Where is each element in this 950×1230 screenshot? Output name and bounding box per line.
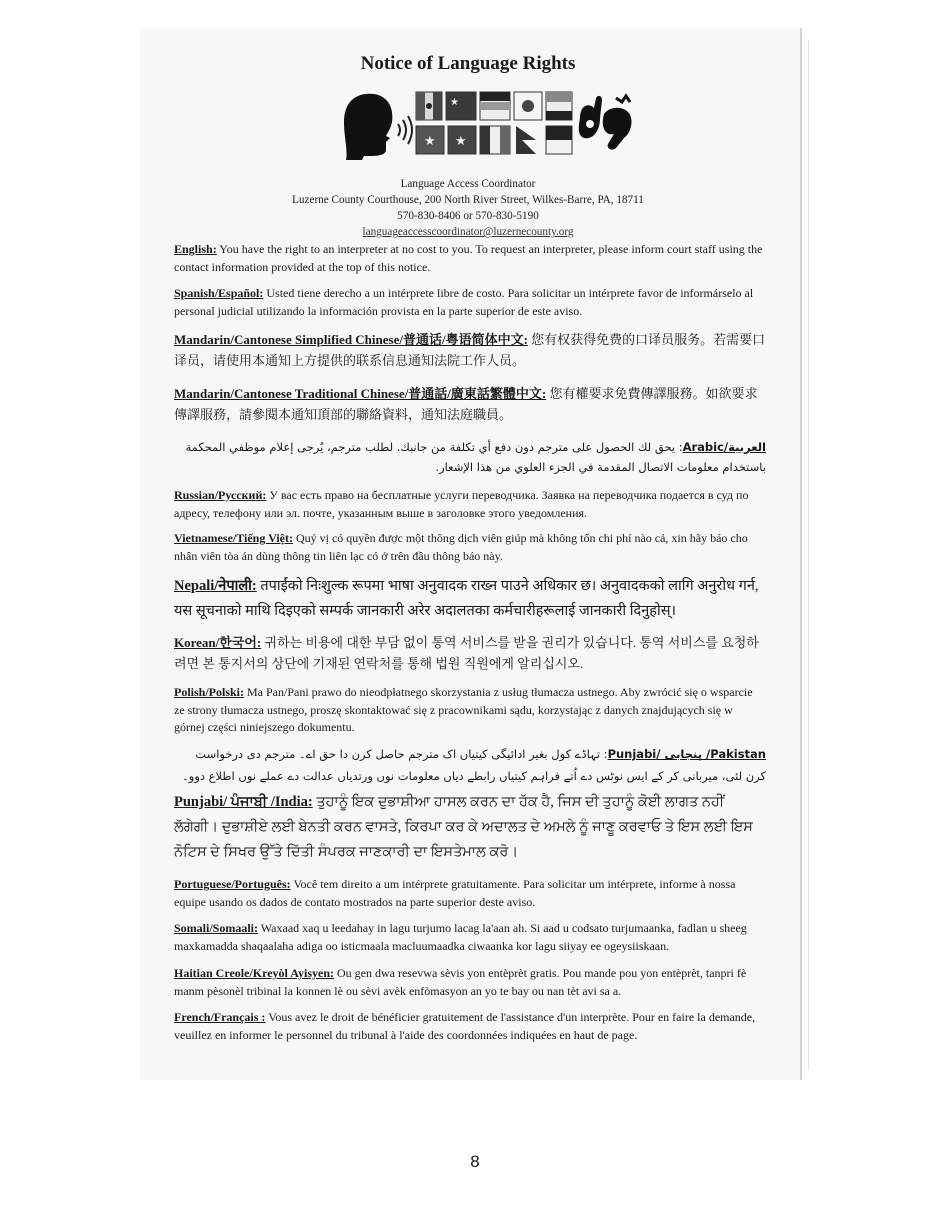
notice-text: Waxaad xaq u leedahay in lagu turjumo lacag la'aan ah. Si aad u codsato turjumaanka, fadlan u sheeg maxkamadda shaqaalaha adiga oo isticmaala macluumaadka ciwaanka kor lagu siiyay ee ogeysiiskaan. bbox=[174, 921, 747, 953]
notice-text: Ou gen dwa resevwa sèvis yon entèprèt gratis. Pou mande pou yon entèprèt, tanpri fè manm pèsonèl tribinal la konnen lè ou sèvi avèk enfòmasyon an yo te bay ou nan tèt avi sa a. bbox=[174, 966, 747, 998]
svg-text:★: ★ bbox=[424, 133, 436, 148]
language-label: Polish/Polski: bbox=[174, 685, 245, 699]
contact-email-link[interactable]: languageaccesscoordinator@luzernecounty.org bbox=[362, 226, 574, 238]
notice-portuguese bbox=[174, 876, 766, 911]
notice-polish bbox=[174, 684, 766, 737]
notice-english bbox=[174, 241, 766, 276]
language-label: Portuguese/Português: bbox=[174, 877, 291, 891]
language-label: Russian/Русский: bbox=[174, 488, 267, 502]
language-label: Mandarin/Cantonese Simplified Chinese/普通话/粤语简体中文: bbox=[174, 332, 528, 347]
notice-spanish bbox=[174, 285, 766, 320]
notice-text: तपाईंको निःशुल्क रूपमा भाषा अनुवादक राख्न पाउने अधिकार छ। अनुवादकको लागि अनुरोध गर्न, यस सूचनाको माथि दिइएको सम्पर्क जानकारी अरेर अदालतका कर्मचारीहरूलाई जानकारी दिनुहोस्। bbox=[174, 578, 759, 619]
language-label: Haitian Creole/Kreyòl Ayisyen: bbox=[174, 966, 334, 980]
contact-phones: 570-830-8406 or 570-830-5190 bbox=[397, 210, 539, 222]
notice-text: Usted tiene derecho a un intérprete libre de costo. Para solicitar un intérprete favor de informárselo al personal judicial utilizando la información provista en la parte superior de este aviso. bbox=[174, 286, 754, 318]
notice-text: Ma Pan/Pani prawo do nieodpłatnego skorzystania z usług tłumacza ustnego. Aby zwrócić się o wsparcie ze strony tłumacza ustnego, proszę skontaktować się z pracownikami sądu, korzystając z danych znajdujących się w górnej części niniejszego dokumentu. bbox=[174, 685, 753, 734]
notice-text: Você tem direito a um intérprete gratuitamente. Para solicitar um intérprete, informe à nossa equipe usando os dados de contato mostrados na parte superior deste aviso. bbox=[174, 877, 736, 909]
notice-text: : يحق لك الحصول على مترجم دون دفع أي تكلفة من جانبك. لطلب مترجم، يُرجى إعلام موظفي المحكمة باستخدام معلومات الاتصال المقدمة في الجزء العلوي من هذا الإشعار. bbox=[185, 440, 766, 474]
page-number: 8 bbox=[470, 1152, 480, 1171]
notice-arabic bbox=[174, 437, 766, 477]
language-label: Spanish/Español: bbox=[174, 286, 264, 300]
page-edge-shadow bbox=[800, 28, 802, 1080]
language-label: العربية/Arabic bbox=[682, 440, 766, 454]
notice-punjabi-india bbox=[174, 790, 766, 865]
flags-grid-icon bbox=[416, 92, 572, 154]
language-label: Vietnamese/Tiếng Việt: bbox=[174, 531, 293, 545]
notice-text: Vous avez le droit de bénéficier gratuitement de l'assistance d'un interprète. Pour en faire la demande, veuillez en informer le personnel du tribunal à l'aide des coordonnées indiquées en haut de page. bbox=[174, 1010, 756, 1042]
notice-text: У вас есть право на бесплатные услуги переводчика. Заявка на переводчика подается в суд по адресу, телефону или эл. почте, указанным выше в заголовке этого уведомления. bbox=[174, 488, 749, 520]
svg-text:★: ★ bbox=[455, 133, 467, 148]
language-label: Korean/한국어: bbox=[174, 635, 262, 650]
notice-chinese-traditional bbox=[174, 383, 766, 425]
notice-russian bbox=[174, 487, 766, 522]
notice-nepali bbox=[174, 574, 766, 624]
language-label: Somali/Somaali: bbox=[174, 921, 259, 935]
speaking-head-icon bbox=[344, 94, 392, 160]
language-label: Nepali/नेपाली: bbox=[174, 578, 257, 594]
language-label: English: bbox=[174, 242, 217, 256]
sign-language-hands-icon bbox=[579, 96, 632, 150]
notice-french bbox=[174, 1009, 766, 1044]
notice-vietnamese bbox=[174, 530, 766, 565]
language-label: Pakistan/ پنجابی /Punjabi bbox=[607, 747, 766, 761]
contact-block bbox=[170, 176, 766, 240]
notice-text: ਤੁਹਾਨੂੰ ਇਕ ਦੁਭਾਸ਼ੀਆ ਹਾਸਲ ਕਰਨ ਦਾ ਹੱਕ ਹੈ, ਜਿਸ ਦੀ ਤੁਹਾਨੂੰ ਕੋਈ ਲਾਗਤ ਨਹੀਂ ਲੱਗੇਗੀ। ਦੁਭਾਸ਼ੀਏ ਲਈ ਬੇਨਤੀ ਕਰਨ ਵਾਸਤੇ, ਕਿਰਪਾ ਕਰ ਕੇ ਅਦਾਲਤ ਦੇ ਅਮਲੇ ਨੂੰ ਜਾਣੂ ਕਰਵਾਓ ਤੇ ਇਸ ਲਈ ਇਸ ਨੋਟਿਸ ਦੇ ਸਿਖਰ ਉੱਤੇ ਦਿੱਤੀ ਸੰਪਰਕ ਜਾਣਕਾਰੀ ਦਾ ਇਸਤੇਮਾਲ ਕਰੋ। bbox=[174, 794, 753, 860]
notice-text: 您有权获得免费的口译员服务。若需要口译员，请使用本通知上方提供的联系信息通知法院工作人员。 bbox=[174, 332, 766, 368]
contact-role: Language Access Coordinator bbox=[400, 178, 536, 190]
language-access-logo bbox=[340, 88, 640, 160]
notice-text: 귀하는 비용에 대한 부담 없이 통역 서비스를 받을 권리가 있습니다. 통역 서비스를 요청하려면 본 통지서의 상단에 기재된 연락처를 통해 법원 직원에게 알리십시오. bbox=[174, 635, 759, 671]
notice-text: Quý vị có quyền được một thông dịch viên giúp mà không tốn chi phí nào cả, xin hãy báo cho nhân viên tòa án dùng thông tin liên lạc có ở trên đầu thông báo này. bbox=[174, 531, 748, 563]
page-edge-line bbox=[808, 40, 809, 1070]
contact-address: Luzerne County Courthouse, 200 North River Street, Wilkes-Barre, PA, 18711 bbox=[292, 194, 644, 206]
svg-text:★: ★ bbox=[450, 97, 459, 108]
notice-text: 您有權要求免費傳譯服務。如欲要求傳譯服務，請參閱本通知頂部的聯絡資料，通知法庭職員。 bbox=[174, 386, 758, 422]
notice-punjabi-pakistan bbox=[174, 743, 766, 787]
notice-somali bbox=[174, 920, 766, 955]
language-label: Punjabi/ ਪੰਜਾਬੀ /India: bbox=[174, 794, 313, 810]
language-label: Mandarin/Cantonese Traditional Chinese/普通話/廣東話繁體中文: bbox=[174, 386, 547, 401]
notice-chinese-simplified bbox=[174, 329, 766, 371]
language-label: French/Français : bbox=[174, 1010, 266, 1024]
notice-text: You have the right to an interpreter at no cost to you. To request an interpreter, please inform court staff using the contact information provided at the top of this notice. bbox=[174, 242, 763, 274]
page-title: Notice of Language Rights bbox=[360, 53, 576, 74]
notice-korean bbox=[174, 632, 766, 674]
notice-haitian-creole bbox=[174, 965, 766, 1000]
notice-text: : تہاڈے کول بغیر ادائیگی کیتیاں اک مترجم حاصل کرن دا حق اے۔ مترجم دی درخواست کرن لئی، میربانی کر کے ایس نوٹس دے اُتے فراہم کیتیاں رابطے دیاں معلومات نوں ورتدیاں عدالت دے عملے نوں اطلاع دوو۔ bbox=[182, 747, 766, 783]
